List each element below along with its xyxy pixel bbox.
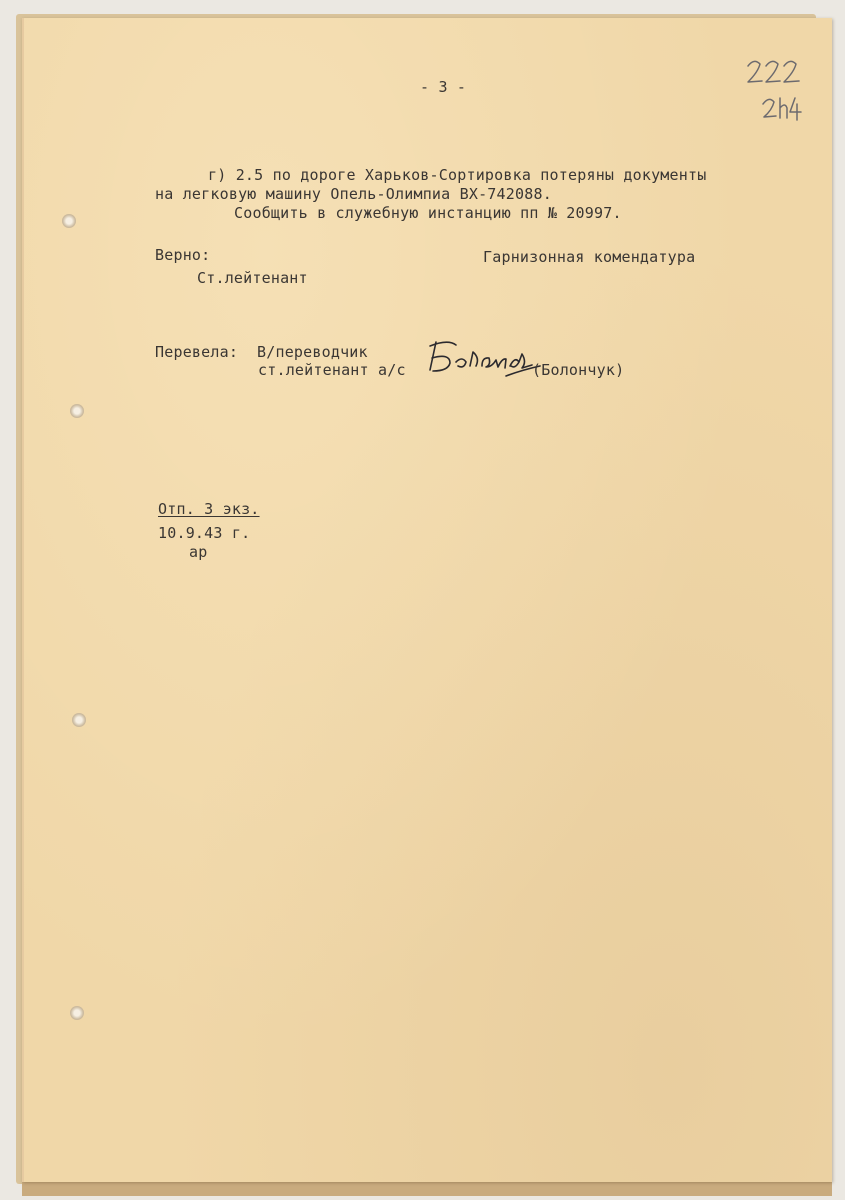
body-line: на легковую машину Опель-Олимпиа ВХ-742088. (155, 185, 552, 203)
certifier-rank: Ст.лейтенант (197, 269, 308, 287)
certified-label: Верно: (155, 246, 211, 264)
archive-folio-mark-upper (744, 56, 804, 92)
document-page (22, 18, 832, 1182)
issuer: Гарнизонная комендатура (483, 248, 696, 266)
translator-rank: ст.лейтенант а/с (258, 361, 406, 379)
translator-name: (Болончук) (532, 361, 625, 379)
translator-signature (426, 336, 544, 382)
binding-hole (62, 214, 76, 228)
typist-initials: ар (189, 543, 208, 561)
document-date: 10.9.43 г. (158, 524, 251, 542)
binding-hole (70, 1006, 84, 1020)
body-line: Сообщить в служебную инстанцию пп № 20997. (234, 204, 622, 222)
binding-hole (72, 713, 86, 727)
archive-folio-mark-lower (759, 90, 809, 124)
page-number: - 3 - (420, 78, 467, 96)
translator-role: В/переводчик (257, 343, 368, 361)
copies-notation: Отп. 3 экз. (158, 500, 260, 518)
translated-label: Перевела: (155, 343, 239, 361)
binding-hole (70, 404, 84, 418)
body-line: г) 2.5 по дороге Харьков-Сортировка потеряны документы (208, 166, 707, 184)
